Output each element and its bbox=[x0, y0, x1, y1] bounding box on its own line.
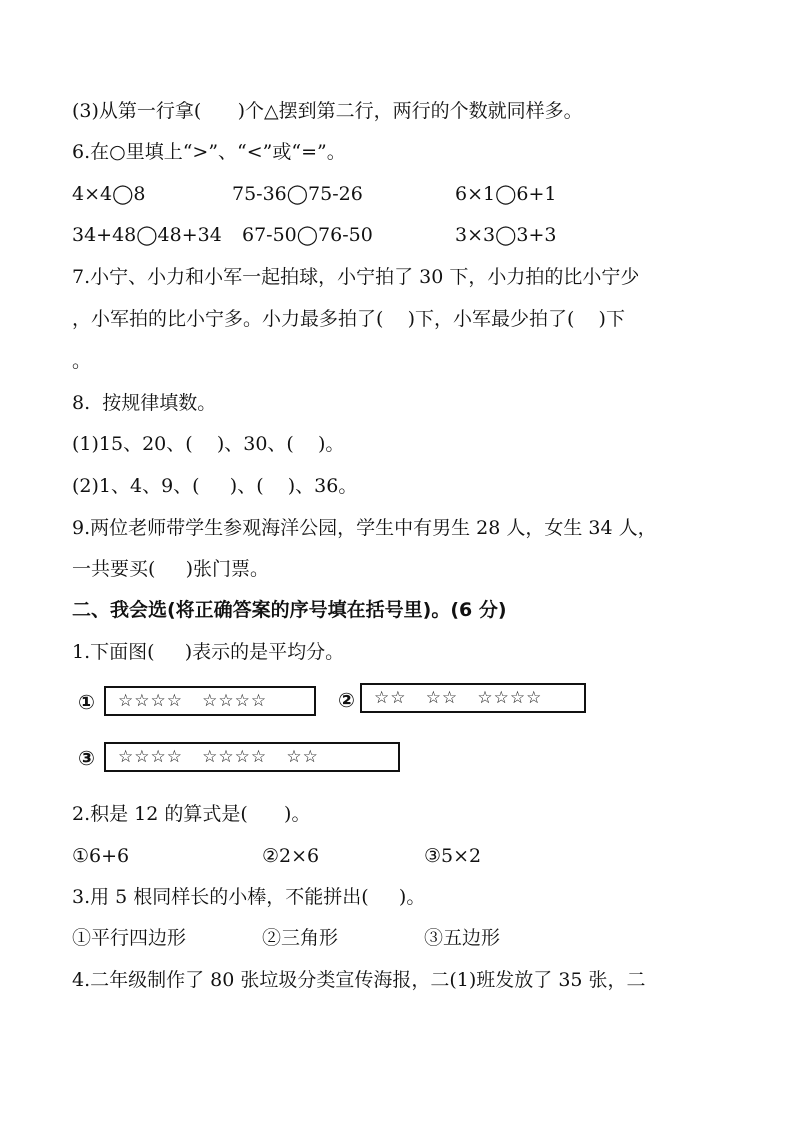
q9-line2: 一共要买( )张门票。 bbox=[72, 558, 270, 580]
s2-q1: 1.下面图( )表示的是平均分。 bbox=[72, 641, 345, 663]
q6-r2-c2: 67-50◯76-50 bbox=[242, 224, 373, 246]
q9-line1: 9.两位老师带学生参观海洋公园，学生中有男生 28 人，女生 34 人， bbox=[72, 517, 657, 539]
q6-r2-c1: 34+48◯48+34 bbox=[72, 224, 222, 246]
q6-r1-c3: 6×1◯6+1 bbox=[455, 183, 557, 205]
option2-label: ② bbox=[338, 688, 355, 712]
s2-q2-opt3: ③5×2 bbox=[424, 845, 482, 867]
q7-line3: 。 bbox=[72, 350, 92, 372]
q8-part2: (2)1、4、9、( )、( )、36。 bbox=[72, 475, 358, 497]
q7-line2: ，小军拍的比小宁多。小力最多拍了( )下，小军最少拍了( )下 bbox=[72, 308, 625, 330]
s2-q3-opt3: ③五边形 bbox=[424, 927, 501, 949]
s2-q3-opt1: ①平行四边形 bbox=[72, 927, 187, 949]
q8-part1: (1)15、20、( )、30、( )。 bbox=[72, 433, 345, 455]
option3-star-box: ☆☆☆☆ ☆☆☆☆ ☆☆ bbox=[104, 742, 400, 772]
s2-q3-opt2: ②三角形 bbox=[262, 927, 339, 949]
q5-part3: (3)从第一行拿( )个△摆到第二行，两行的个数就同样多。 bbox=[72, 100, 583, 122]
s2-q4: 4.二年级制作了 80 张垃圾分类宣传海报，二(1)班发放了 35 张，二 bbox=[72, 969, 646, 991]
option2-star-box: ☆☆ ☆☆ ☆☆☆☆ bbox=[360, 683, 586, 713]
option3-label: ③ bbox=[78, 746, 95, 770]
option1-label: ① bbox=[78, 690, 95, 714]
q8-title: 8. 按规律填数。 bbox=[72, 392, 217, 414]
q7-line1: 7.小宁、小力和小军一起拍球，小宁拍了 30 下，小力拍的比小宁少 bbox=[72, 266, 640, 288]
s2-q2: 2.积是 12 的算式是( )。 bbox=[72, 803, 311, 825]
q6-r1-c2: 75-36◯75-26 bbox=[232, 183, 363, 205]
option1-star-box: ☆☆☆☆ ☆☆☆☆ bbox=[104, 686, 316, 716]
s2-q2-opt1: ①6+6 bbox=[72, 845, 130, 867]
s2-q3: 3.用 5 根同样长的小棒，不能拼出( )。 bbox=[72, 886, 426, 908]
q6-r2-c3: 3×3◯3+3 bbox=[455, 224, 557, 246]
s2-q2-opt2: ②2×6 bbox=[262, 845, 320, 867]
q6-r1-c1: 4×4◯8 bbox=[72, 183, 146, 205]
section2-heading: 二、我会选(将正确答案的序号填在括号里)。(6 分) bbox=[72, 599, 507, 621]
q6-title: 6.在○里填上“>”、“<”或“=”。 bbox=[72, 141, 346, 163]
